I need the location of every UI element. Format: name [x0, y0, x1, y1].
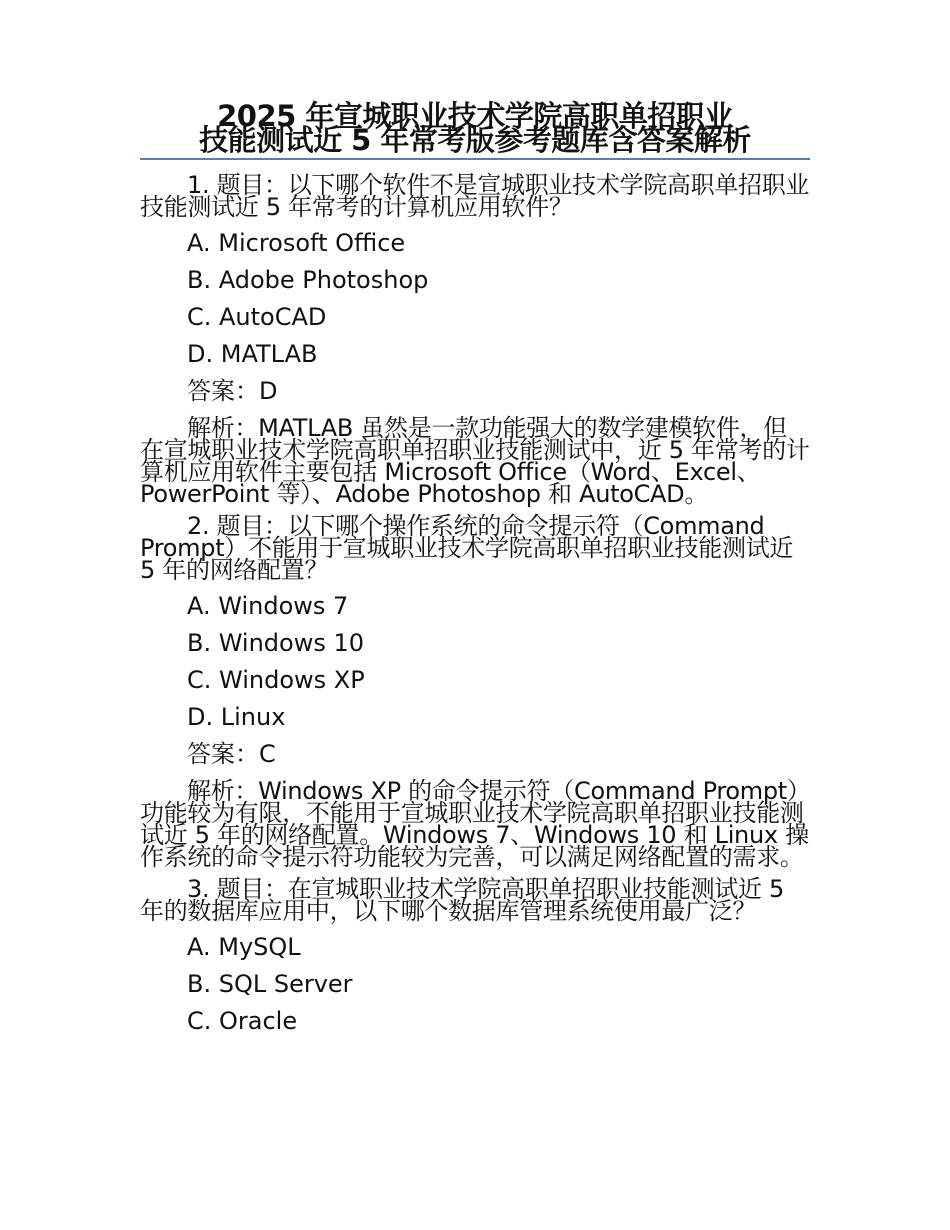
- answer-text: 答案：C: [187, 740, 276, 768]
- question-text: 1. 题目：以下哪个软件不是宣城职业技术学院高职单招职业技能测试近 5 年常考的计算机应用软件？: [140, 171, 810, 221]
- question-block-3: [140, 875, 810, 1035]
- option-b: B. Windows 10: [187, 629, 365, 657]
- option-b: B. Adobe Photoshop: [187, 266, 429, 294]
- title-line-2: 技能测试近 5 年常考版参考题库含答案解析: [199, 123, 751, 157]
- option-a: A. MySQL: [187, 933, 301, 961]
- document-title: [140, 99, 810, 160]
- title-line-1: 2025 年宣城职业技术学院高职单招职业: [217, 99, 733, 133]
- question-text: 3. 题目：在宣城职业技术学院高职单招职业技能测试近 5 年的数据库应用中，以下哪个数据库管理系统使用最广泛？: [140, 875, 785, 925]
- question-list: [140, 171, 810, 1035]
- option-c: C. Windows XP: [187, 666, 365, 694]
- option-a: A. Microsoft Office: [187, 229, 406, 257]
- option-d: D. Linux: [187, 703, 286, 731]
- option-a: A. Windows 7: [187, 592, 349, 620]
- option-c: C. AutoCAD: [187, 303, 327, 331]
- option-b: B. SQL Server: [187, 970, 353, 998]
- question-text: 2. 题目：以下哪个操作系统的命令提示符（Command Prompt）不能用于宣城职业技术学院高职单招职业技能测试近 5 年的网络配置？: [140, 512, 794, 584]
- analysis-text: 解析：Windows XP 的命令提示符（Command Prompt）功能较为有限，不能用于宣城职业技术学院高职单招职业技能测试近 5 年的网络配置。Windows 7、Windows 10 和 Linux 操作系统的命令提示符功能较为完善，可以满足网络配置的需求。: [140, 777, 809, 871]
- question-block-1: [140, 171, 810, 508]
- analysis-text: 解析：MATLAB 虽然是一款功能强大的数学建模软件，但在宣城职业技术学院高职单招职业技能测试中，近 5 年常考的计算机应用软件主要包括 Microsoft Office（Word、Excel、PowerPoint 等）、Adobe Photoshop 和 AutoCAD。: [140, 414, 810, 508]
- option-d: D. MATLAB: [187, 340, 318, 368]
- option-c: C. Oracle: [187, 1007, 298, 1035]
- answer-text: 答案：D: [187, 377, 278, 405]
- question-block-2: [140, 512, 810, 871]
